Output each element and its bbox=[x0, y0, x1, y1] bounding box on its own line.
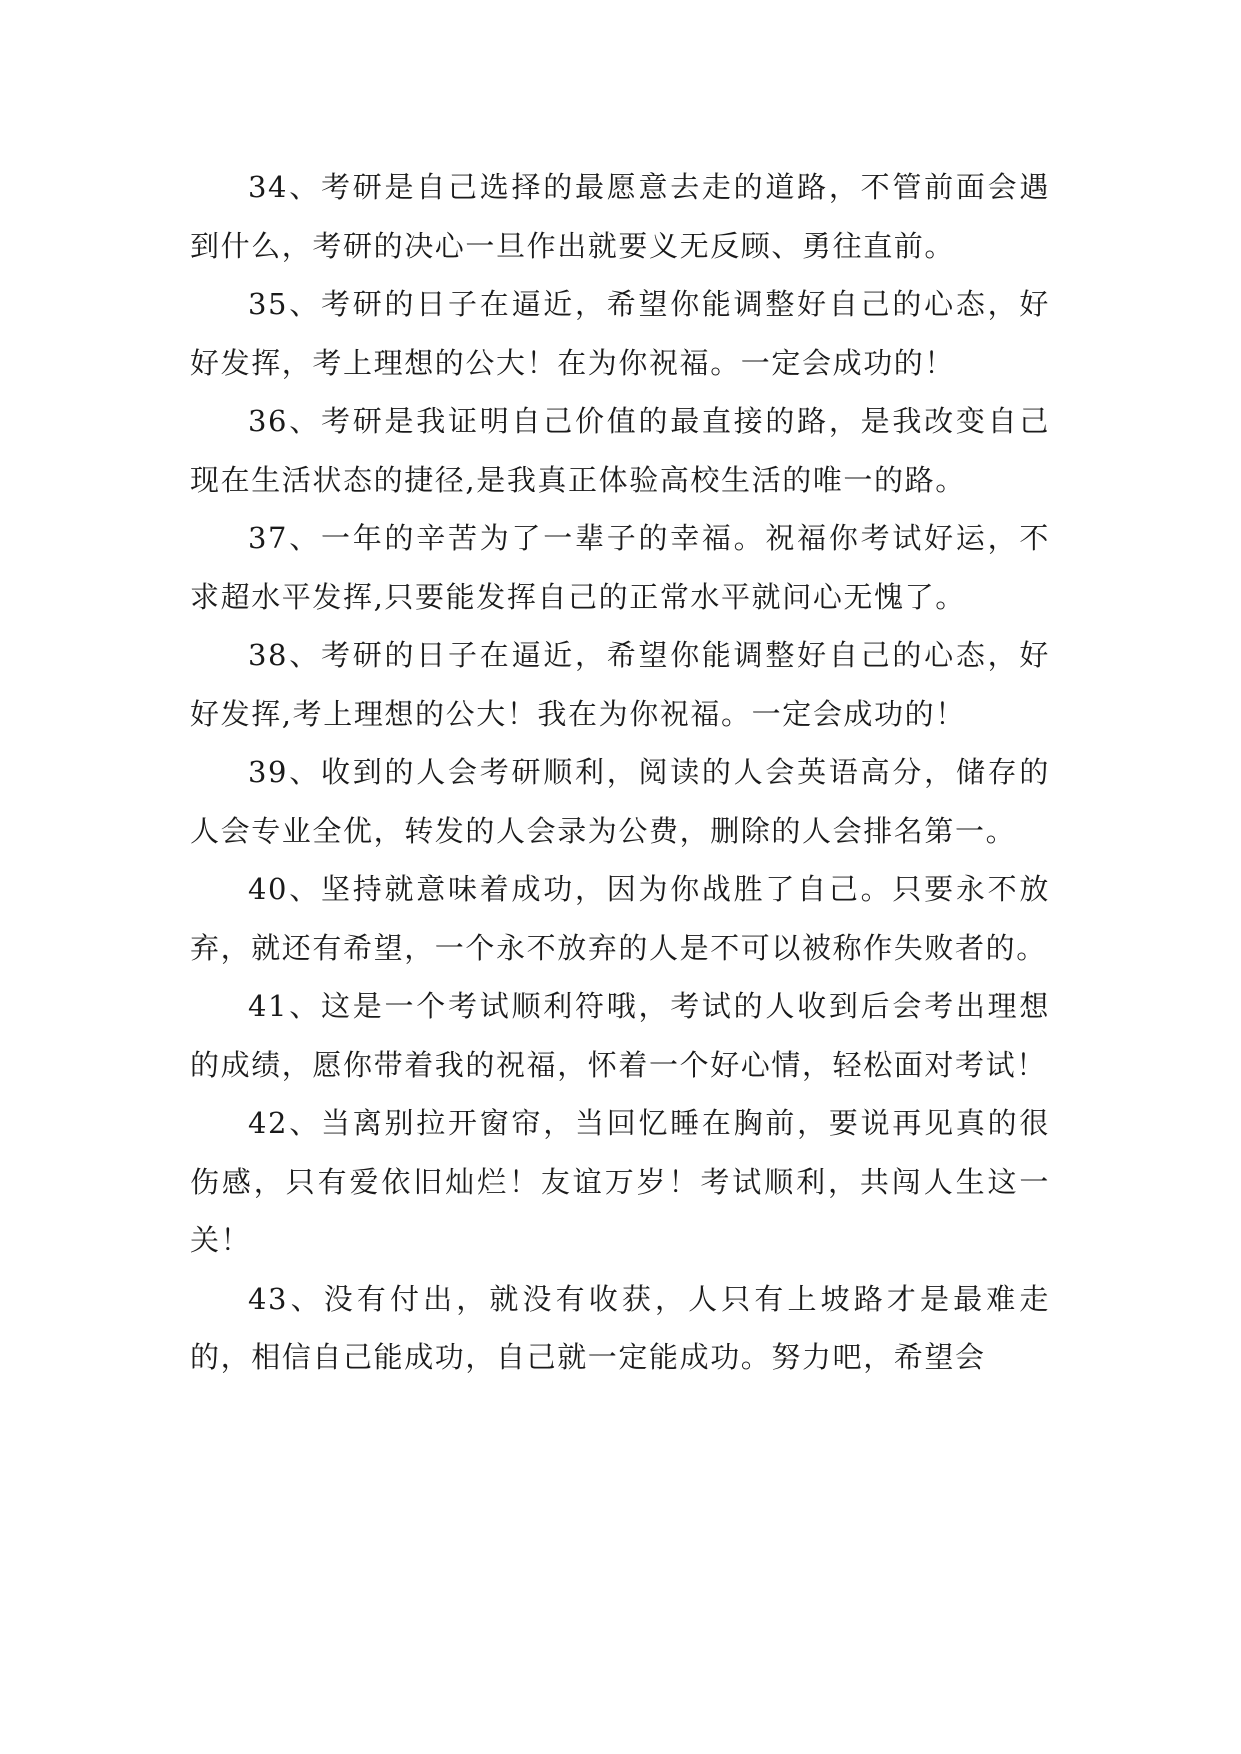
paragraph-36: 36、考研是我证明自己价值的最直接的路，是我改变自己现在生活状态的捷径,是我真正体验高校生活的唯一的路。 bbox=[190, 404, 1050, 497]
document-body bbox=[190, 158, 1050, 1387]
paragraph-40: 40、坚持就意味着成功，因为你战胜了自己。只要永不放弃，就还有希望，一个永不放弃的人是不可以被称作失败者的。 bbox=[190, 872, 1050, 965]
paragraph-35: 35、考研的日子在逼近，希望你能调整好自己的心态，好好发挥，考上理想的公大！在为你祝福。一定会成功的！ bbox=[190, 287, 1050, 380]
paragraph-34: 34、考研是自己选择的最愿意去走的道路，不管前面会遇到什么，考研的决心一旦作出就要义无反顾、勇往直前。 bbox=[190, 170, 1050, 263]
paragraph-43: 43、没有付出，就没有收获，人只有上坡路才是最难走的，相信自己能成功，自己就一定能成功。努力吧，希望会 bbox=[190, 1281, 1050, 1374]
paragraph-38: 38、考研的日子在逼近，希望你能调整好自己的心态，好好发挥,考上理想的公大！我在为你祝福。一定会成功的！ bbox=[190, 638, 1050, 731]
paragraph-42: 42、当离别拉开窗帘，当回忆睡在胸前，要说再见真的很伤感，只有爱依旧灿烂！友谊万岁！考试顺利，共闯人生这一关！ bbox=[190, 1106, 1050, 1257]
paragraph-39: 39、收到的人会考研顺利，阅读的人会英语高分，储存的人会专业全优，转发的人会录为公费，删除的人会排名第一。 bbox=[190, 755, 1050, 848]
paragraph-41: 41、这是一个考试顺利符哦，考试的人收到后会考出理想的成绩，愿你带着我的祝福，怀着一个好心情，轻松面对考试！ bbox=[190, 989, 1050, 1082]
paragraph-37: 37、一年的辛苦为了一辈子的幸福。祝福你考试好运，不求超水平发挥,只要能发挥自己的正常水平就问心无愧了。 bbox=[190, 521, 1050, 614]
